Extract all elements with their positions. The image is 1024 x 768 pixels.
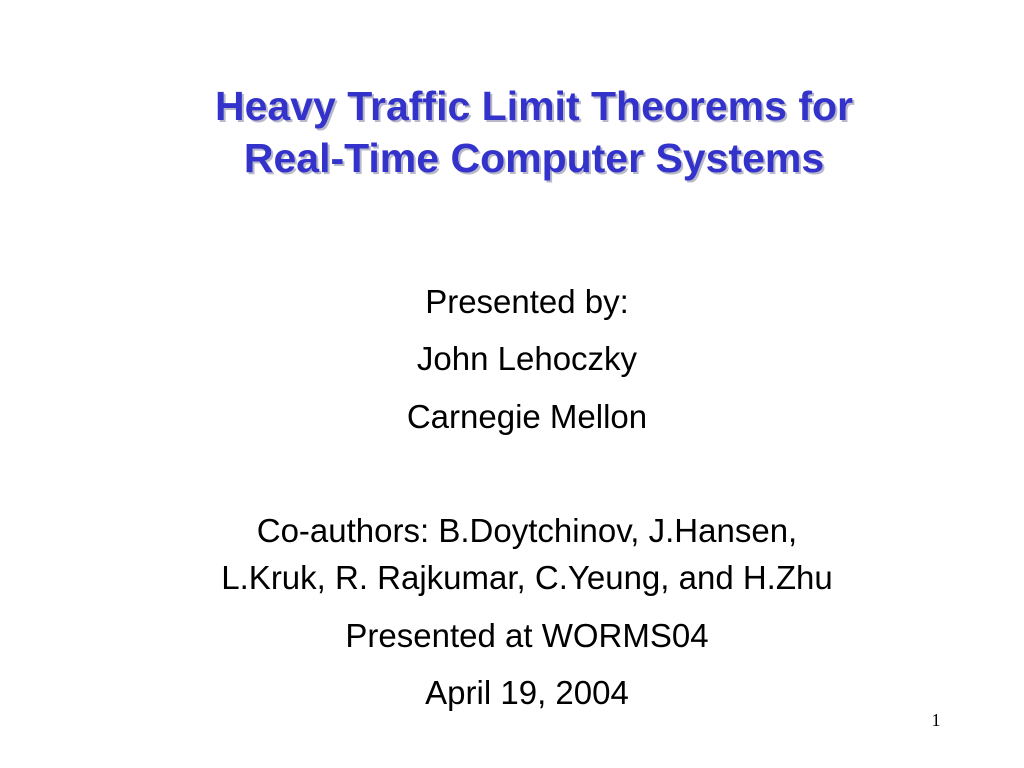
coauthors-line-2: L.Kruk, R. Rajkumar, C.Yeung, and H.Zhu — [221, 559, 833, 596]
coauthors-line-1: Co-authors: B.Doytchinov, J.Hansen, — [256, 512, 798, 549]
presented-by-label: Presented by: — [425, 283, 629, 320]
presentation-date: April 19, 2004 — [425, 674, 629, 711]
presenter-name: John Lehoczky — [416, 340, 638, 377]
slide-title — [0, 80, 1024, 184]
title-line-2: Real-Time Computer Systems — [243, 135, 825, 181]
page-number: 1 — [931, 710, 941, 730]
venue: Presented at WORMS04 — [345, 617, 709, 654]
title-line-1: Heavy Traffic Limit Theorems for — [215, 83, 853, 129]
presenter-affiliation: Carnegie Mellon — [406, 398, 648, 435]
